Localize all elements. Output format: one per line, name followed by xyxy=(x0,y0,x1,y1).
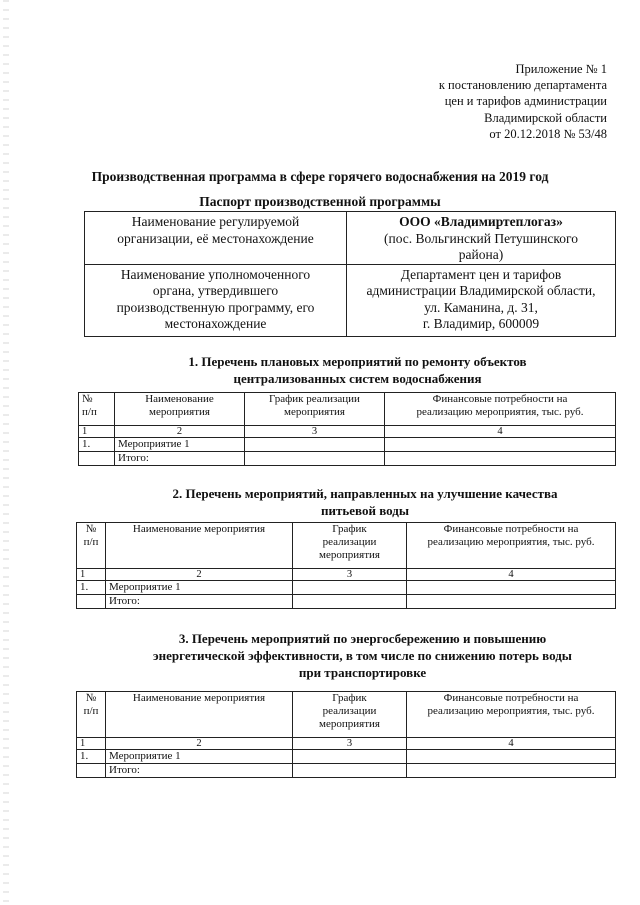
passport-label-cell xyxy=(85,212,347,265)
header-number: № п/п xyxy=(77,692,106,738)
table-row xyxy=(77,750,616,764)
header-finance: Финансовые потребности на реализацию мероприятия, тыс. руб. xyxy=(407,692,616,738)
passport-label-line: местонахождение xyxy=(164,316,267,331)
passport-value-line: г. Владимир, 600009 xyxy=(422,316,540,331)
column-number: 2 xyxy=(106,569,293,581)
passport-label-cell xyxy=(85,264,347,336)
appendix-line: Владимирской области xyxy=(484,110,607,125)
header-name: Наименование мероприятия xyxy=(106,523,293,569)
passport-row xyxy=(85,212,616,265)
section-title-line: 1. Перечень плановых мероприятий по ремонту объектов xyxy=(188,354,527,369)
header-schedule: График реализации мероприятия xyxy=(245,393,385,426)
section-title-line: питьевой воды xyxy=(321,503,409,518)
total-row xyxy=(77,764,616,778)
column-number: 2 xyxy=(115,426,245,438)
passport-value-cell xyxy=(347,212,616,265)
passport-value-line: Департамент цен и тарифов xyxy=(400,266,562,282)
section1-title xyxy=(90,353,625,387)
appendix-line: от 20.12.2018 № 53/48 xyxy=(489,126,607,141)
row-name: Мероприятие 1 xyxy=(106,581,293,595)
passport-table xyxy=(84,211,616,337)
table-row xyxy=(79,438,616,452)
column-number: 4 xyxy=(385,426,616,438)
column-number: 4 xyxy=(407,569,616,581)
total-label: Итого: xyxy=(106,595,293,609)
passport-label-line: Наименование уполномоченного xyxy=(120,266,311,282)
section-title-line: 2. Перечень мероприятий, направленных на улучшение качества xyxy=(172,486,558,501)
total-row xyxy=(77,595,616,609)
passport-title: Паспорт производственной программы xyxy=(199,194,441,209)
passport-label-line: организации, её местонахождение xyxy=(117,230,314,246)
section-title-line: 3. Перечень мероприятий по энергосбережению и повышению xyxy=(178,631,547,646)
scan-edge-artifact xyxy=(3,0,9,905)
header-number: № п/п xyxy=(77,523,106,569)
column-number: 4 xyxy=(407,738,616,750)
column-number: 2 xyxy=(106,738,293,750)
total-label: Итого: xyxy=(106,764,293,778)
column-number: 1 xyxy=(77,569,106,581)
total-row xyxy=(79,452,616,466)
column-number: 1 xyxy=(79,426,115,438)
passport-label-line: производственную программу, его xyxy=(116,299,315,315)
row-number: 1. xyxy=(77,581,106,595)
section3-title xyxy=(100,630,625,681)
section-title-line: централизованных систем водоснабжения xyxy=(233,371,482,386)
passport-row xyxy=(85,264,616,336)
row-finance xyxy=(407,581,616,595)
row-name: Мероприятие 1 xyxy=(106,750,293,764)
header-name: Наименование мероприятия xyxy=(106,692,293,738)
passport-value-line: (пос. Вольгинский Петушинского xyxy=(383,230,578,246)
column-number: 3 xyxy=(245,426,385,438)
header-schedule: График реализации мероприятия xyxy=(293,523,407,569)
document-title: Производственная программа в сфере горячего водоснабжения на 2019 год xyxy=(91,169,549,184)
table-header-row xyxy=(77,523,616,569)
passport-value-line: администрации Владимирской области, xyxy=(366,283,596,298)
section2-table xyxy=(76,522,616,609)
appendix-line: к постановлению департамента xyxy=(438,78,607,93)
column-number-row xyxy=(79,426,616,438)
organization-name: ООО «Владимиртеплогаз» xyxy=(399,214,563,229)
row-schedule xyxy=(293,750,407,764)
section-title-line: при транспортировке xyxy=(298,665,427,680)
appendix-block xyxy=(439,61,607,142)
row-name: Мероприятие 1 xyxy=(115,438,245,452)
row-number: 1. xyxy=(77,750,106,764)
passport-value-line: района) xyxy=(458,247,504,262)
row-number: 1. xyxy=(79,438,115,452)
row-finance xyxy=(385,438,616,452)
row-finance xyxy=(407,750,616,764)
header-number: № п/п xyxy=(79,393,115,426)
row-schedule xyxy=(293,581,407,595)
column-number-row xyxy=(77,569,616,581)
passport-value-line: ул. Каманина, д. 31, xyxy=(424,299,538,315)
table-header-row xyxy=(79,393,616,426)
column-number: 3 xyxy=(293,569,407,581)
passport-value-cell xyxy=(347,264,616,336)
header-finance: Финансовые потребности на реализацию мероприятия, тыс. руб. xyxy=(385,393,616,426)
section-title-line: энергетической эффективности, в том числе по снижению потерь воды xyxy=(153,648,572,663)
column-number: 1 xyxy=(77,738,106,750)
column-number-row xyxy=(77,738,616,750)
appendix-line: Приложение № 1 xyxy=(515,62,607,76)
header-finance: Финансовые потребности на реализацию мероприятия, тыс. руб. xyxy=(407,523,616,569)
passport-label-line: органа, утвердившего xyxy=(152,283,279,298)
appendix-line: цен и тарифов администрации xyxy=(444,94,607,109)
passport-label-line: Наименование регулируемой xyxy=(131,214,300,229)
section1-table xyxy=(78,392,616,466)
section2-title xyxy=(130,485,600,519)
row-schedule xyxy=(245,438,385,452)
table-row xyxy=(77,581,616,595)
total-label: Итого: xyxy=(115,452,245,466)
table-header-row xyxy=(77,692,616,738)
column-number: 3 xyxy=(293,738,407,750)
header-name: Наименование мероприятия xyxy=(115,393,245,426)
header-schedule: График реализации мероприятия xyxy=(293,692,407,738)
section3-table xyxy=(76,691,616,778)
